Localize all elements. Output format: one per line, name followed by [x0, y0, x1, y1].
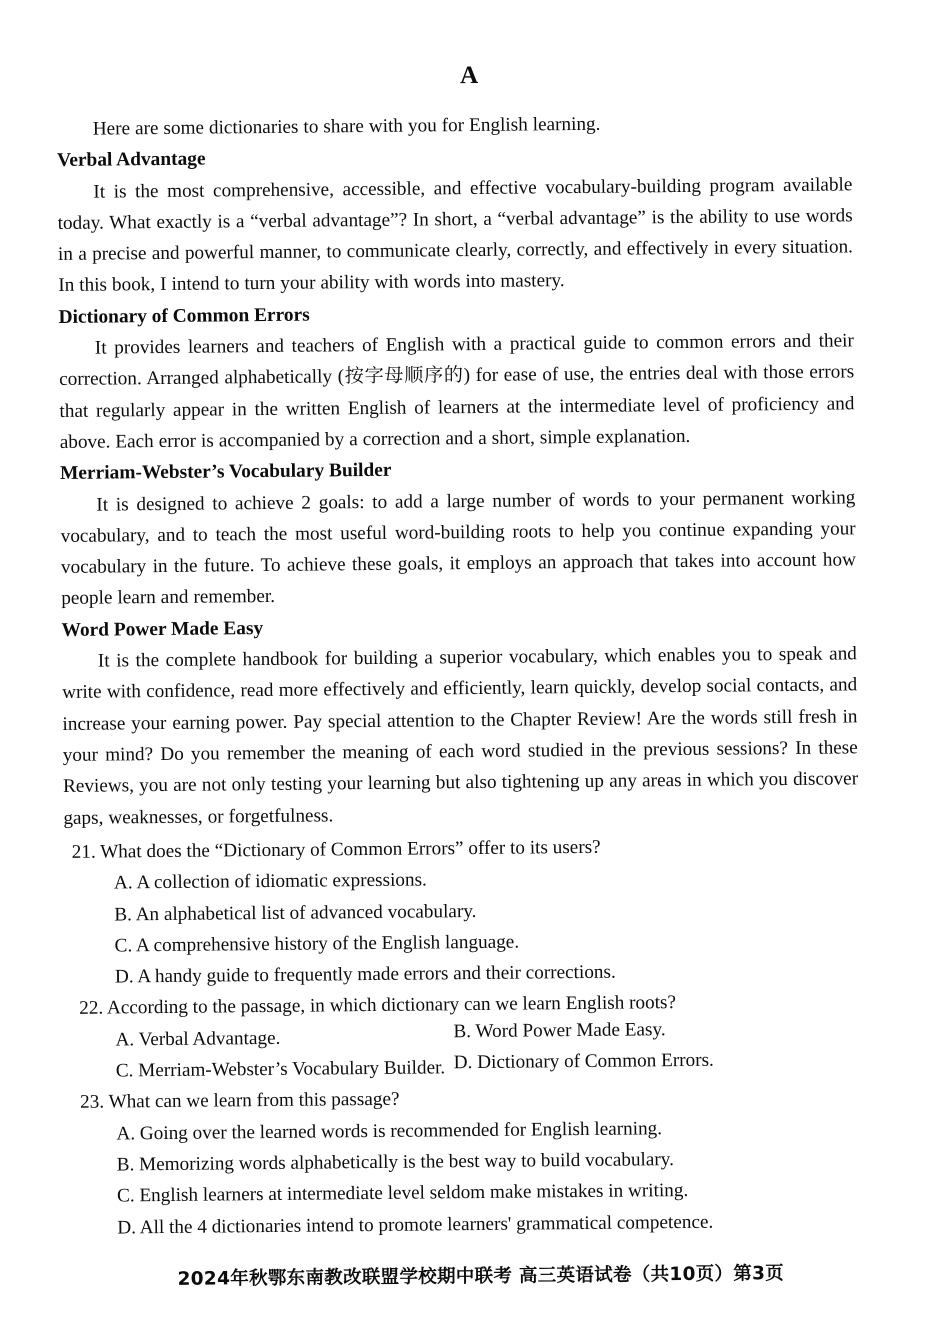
- book-title-word-power-made-easy: Word Power Made Easy: [61, 617, 264, 641]
- page-footer: [6, 1257, 950, 1292]
- question-23-option-b[interactable]: B. Memorizing words alphabetically is the best way to build vocabulary.: [116, 1149, 674, 1176]
- question-22-option-d[interactable]: D. Dictionary of Common Errors.: [453, 1049, 714, 1074]
- reading-passage: [57, 106, 859, 833]
- book-body-dictionary-of-common-errors: It provides learners and teachers of English with a practical guide to common errors and their correction. Arranged alphabetically (按字母顺序的) for ease of use, the entries deal with those errors that regularly appear in the written English of learners at the intermediate level of proficiency and above. Each error is accompanied by a correction and a short, simple explanation.: [59, 330, 855, 453]
- question-23-option-d[interactable]: D. All the 4 dictionaries intend to promote learners' grammatical competence.: [117, 1211, 714, 1239]
- questions-list: [64, 829, 863, 1243]
- question-23-stem: 23. What can we learn from this passage?: [80, 1089, 400, 1114]
- question-21: [64, 829, 860, 993]
- question-22-option-c[interactable]: C. Merriam-Webster’s Vocabulary Builder.: [115, 1057, 446, 1082]
- question-22-option-a[interactable]: A. Verbal Advantage.: [115, 1027, 281, 1051]
- book-title-verbal-advantage: Verbal Advantage: [56, 148, 206, 172]
- page-footer-text: 2024年秋鄂东南教改联盟学校期中联考 高三英语试卷（共10页）第3页: [177, 1263, 785, 1290]
- book-body-merriam-websters-vocabulary-builder: It is designed to achieve 2 goals: to add a large number of words to your permanent working vocabulary, and to teach the most useful word-building roots to help you continue expanding your vocabulary in the future. To achieve these goals, it employs an approach that takes into account how people learn and remember.: [60, 486, 857, 610]
- section-label: A: [459, 61, 479, 90]
- question-21-stem: 21. What does the “Dictionary of Common Errors” offer to its users?: [71, 836, 601, 863]
- question-23-option-c[interactable]: C. English learners at intermediate level seldom make mistakes in writing.: [116, 1180, 689, 1207]
- question-21-option-d[interactable]: D. A handy guide to frequently made errors and their corrections.: [114, 961, 616, 988]
- question-21-option-b[interactable]: B. An alphabetical list of advanced vocabulary.: [114, 900, 477, 926]
- book-title-dictionary-of-common-errors: Dictionary of Common Errors: [58, 304, 310, 328]
- question-22-option-b[interactable]: B. Word Power Made Easy.: [453, 1018, 666, 1043]
- passage-intro: Here are some dictionaries to share with you for English learning.: [92, 113, 601, 140]
- question-22-stem: 22. According to the passage, in which dictionary can we learn English roots?: [79, 992, 677, 1020]
- question-21-option-c[interactable]: C. A comprehensive history of the English language.: [114, 931, 520, 957]
- book-title-merriam-websters-vocabulary-builder: Merriam-Webster’s Vocabulary Builder: [59, 460, 392, 485]
- question-22: [65, 986, 861, 1088]
- question-23: [66, 1080, 862, 1244]
- book-body-word-power-made-easy: It is the complete handbook for building a superior vocabulary, which enables you to speak and write with confidence, read more effectively and efficiently, learn quickly, develop social contacts, and increase your earning power. Pay special attention to the Chapter Review! Are the words still fresh in your mind? Do you remember the meaning of each word studied in the previous sessions? In these Reviews, you are not only testing your learning but also tightening up any areas in which you discover gaps, weaknesses, or forgetfulness.: [62, 643, 859, 829]
- book-body-verbal-advantage: It is the most comprehensive, accessible, and effective vocabulary-building program available today. What exactly is a “verbal advantage”? In short, a “verbal advantage” is the ability to use words in a precise and powerful manner, to communicate clearly, correctly, and effectively in every situation. In this book, I intend to turn your ability with words into mastery.: [57, 173, 854, 297]
- question-21-option-a[interactable]: A. A collection of idiomatic expressions.: [113, 869, 427, 894]
- question-23-option-a[interactable]: A. Going over the learned words is recommended for English learning.: [116, 1117, 663, 1145]
